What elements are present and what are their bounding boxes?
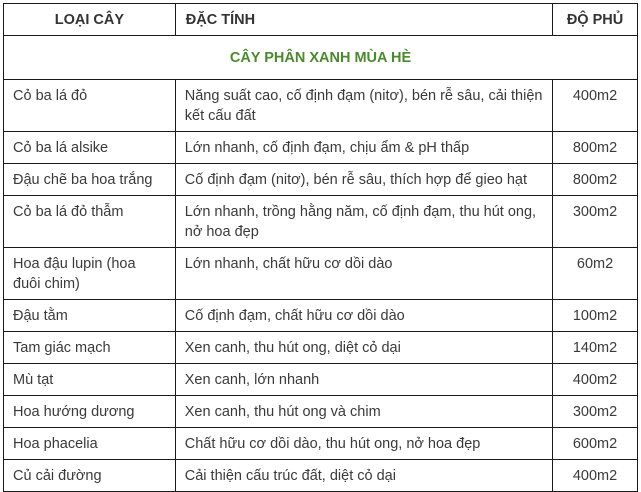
table-row <box>4 300 638 332</box>
plant-coverage: 400m2 <box>553 80 638 132</box>
plant-coverage: 800m2 <box>553 164 638 196</box>
plant-coverage: 400m2 <box>553 460 638 492</box>
table-row <box>4 132 638 164</box>
plant-trait: Năng suất cao, cố định đạm (nitơ), bén rễ sâu, cải thiện kết cấu đất <box>175 80 552 132</box>
plant-name: Mù tạt <box>4 364 176 396</box>
plant-name: Cỏ ba lá đỏ <box>4 80 176 132</box>
table-row <box>4 364 638 396</box>
header-plant-type: LOẠI CÂY <box>4 4 176 36</box>
plant-name: Cỏ ba lá alsike <box>4 132 176 164</box>
plant-trait: Lớn nhanh, chất hữu cơ dồi dào <box>175 248 552 300</box>
header-characteristics: ĐẶC TÍNH <box>175 4 552 36</box>
plant-trait: Xen canh, thu hút ong, diệt cỏ dại <box>175 332 552 364</box>
plant-coverage: 300m2 <box>553 396 638 428</box>
plant-name: Đậu chẽ ba hoa trắng <box>4 164 176 196</box>
table-row <box>4 248 638 300</box>
plant-trait: Cố định đạm, chất hữu cơ dồi dào <box>175 300 552 332</box>
plant-name: Hoa phacelia <box>4 428 176 460</box>
header-row <box>4 4 638 36</box>
table-row <box>4 164 638 196</box>
header-coverage: ĐỘ PHỦ <box>553 4 638 36</box>
plant-coverage: 800m2 <box>553 132 638 164</box>
plant-name: Củ cải đường <box>4 460 176 492</box>
table-row <box>4 332 638 364</box>
plant-coverage: 60m2 <box>553 248 638 300</box>
plant-name: Cỏ ba lá đỏ thẫm <box>4 196 176 248</box>
table-row <box>4 460 638 492</box>
plant-name: Hoa hướng dương <box>4 396 176 428</box>
plant-trait: Lớn nhanh, trồng hằng năm, cố định đạm, thu hút ong, nở hoa đẹp <box>175 196 552 248</box>
table-row <box>4 428 638 460</box>
plant-trait: Cải thiện cấu trúc đất, diệt cỏ dại <box>175 460 552 492</box>
plant-trait: Cố định đạm (nitơ), bén rễ sâu, thích hợp để gieo hạt <box>175 164 552 196</box>
plant-coverage: 400m2 <box>553 364 638 396</box>
plant-trait: Lớn nhanh, cố định đạm, chịu ẩm & pH thấp <box>175 132 552 164</box>
plant-coverage: 600m2 <box>553 428 638 460</box>
section-title: CÂY PHÂN XANH MÙA HÈ <box>4 36 638 80</box>
green-manure-table <box>3 3 638 492</box>
plant-name: Hoa đậu lupin (hoa đuôi chim) <box>4 248 176 300</box>
plant-trait: Xen canh, lớn nhanh <box>175 364 552 396</box>
section-row <box>4 36 638 80</box>
table-row <box>4 80 638 132</box>
plant-name: Đậu tằm <box>4 300 176 332</box>
plant-name: Tam giác mạch <box>4 332 176 364</box>
table-row <box>4 196 638 248</box>
plant-trait: Xen canh, thu hút ong và chim <box>175 396 552 428</box>
plant-coverage: 100m2 <box>553 300 638 332</box>
plant-trait: Chất hữu cơ dồi dào, thu hút ong, nở hoa đẹp <box>175 428 552 460</box>
table-row <box>4 396 638 428</box>
plant-coverage: 300m2 <box>553 196 638 248</box>
plant-coverage: 140m2 <box>553 332 638 364</box>
